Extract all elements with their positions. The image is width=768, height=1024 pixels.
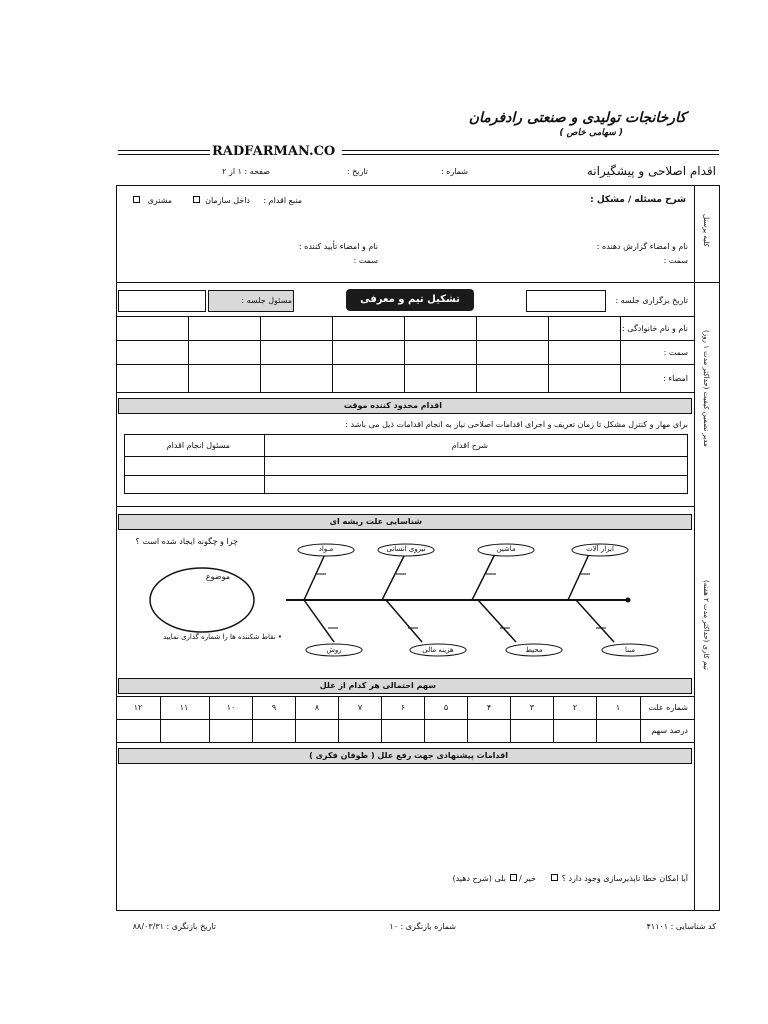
brand-line-right bbox=[342, 150, 719, 155]
temporary-col-owner: مسئول انجام اقدام bbox=[166, 441, 230, 450]
company-name: کارخانجات تولیدی و صنعتی رادفرمان bbox=[468, 110, 686, 126]
problem-title: شرح مسئله / مشکل : bbox=[590, 195, 686, 205]
team-row-label-signature: امضاء : bbox=[663, 374, 688, 383]
shares-grid-top bbox=[116, 696, 694, 697]
shares-grid-col bbox=[338, 696, 339, 742]
reporter-position: سمت : bbox=[663, 256, 688, 265]
shares-grid-col bbox=[510, 696, 511, 742]
cause-number: ۱۰ bbox=[226, 703, 236, 712]
meeting-owner-field[interactable] bbox=[118, 290, 206, 312]
brand-line-left bbox=[118, 150, 210, 155]
rootcause-question: چرا و چگونه ایجاد شده است ؟ bbox=[135, 537, 238, 546]
section-divider-problem bbox=[116, 282, 720, 283]
team-grid-col bbox=[260, 316, 261, 392]
team-grid-row1 bbox=[116, 340, 694, 341]
shares-grid-mid bbox=[116, 719, 694, 720]
mistake-proofing-no-label: خیر / bbox=[518, 874, 536, 883]
footer-revision-number: شماره بازنگری : ۱۰ bbox=[389, 922, 456, 931]
team-grid-row2 bbox=[116, 364, 694, 365]
source-customer-checkbox[interactable] bbox=[133, 196, 140, 203]
side-column-divider bbox=[694, 185, 695, 911]
problem-side-label: کلیه پرسنل bbox=[702, 214, 710, 247]
temporary-table-header-line bbox=[124, 456, 688, 457]
mistake-proofing-yes-checkbox[interactable] bbox=[510, 874, 517, 881]
shares-grid-col bbox=[467, 696, 468, 742]
brand-name: RADFARMAN.CO bbox=[212, 144, 336, 159]
team-grid-col bbox=[404, 316, 405, 392]
fishbone-top-label: نیروی انسانی bbox=[386, 545, 426, 553]
temporary-intro: برای مهار و کنترل مشکل تا زمان تعریف و اجرای اقدامات اصلاحی نیاز به انجام اقدامات ذیل می باشد : bbox=[345, 420, 688, 429]
shares-grid-col bbox=[640, 696, 641, 742]
team-grid-col bbox=[332, 316, 333, 392]
number-label: شماره : bbox=[440, 167, 468, 176]
meeting-date-field[interactable] bbox=[526, 290, 606, 312]
team-row-label-position: سمت : bbox=[663, 348, 688, 357]
shares-grid-col bbox=[424, 696, 425, 742]
cause-number: ۱ bbox=[615, 703, 621, 712]
shares-grid-col bbox=[209, 696, 210, 742]
temporary-table-row-line bbox=[124, 475, 688, 476]
shares-cause-label: شماره علت bbox=[648, 703, 688, 712]
mistake-proofing-yes-label: بلی (شرح دهید) bbox=[452, 874, 506, 883]
company-type: ( سهامی خاص ) bbox=[559, 128, 623, 138]
shares-percent-label: درصد سهم bbox=[651, 726, 688, 735]
fishbone-top-label: ماشین bbox=[496, 545, 516, 553]
temporary-table-col bbox=[264, 434, 265, 494]
footer-revision-date: تاریخ بازنگری : ۸۸/۰۳/۳۱ bbox=[132, 922, 216, 931]
meeting-date-label: تاریخ برگزاری جلسه : bbox=[615, 296, 688, 305]
source-label: منبع اقدام : bbox=[263, 196, 302, 205]
fishbone-top-label: مـواد bbox=[318, 545, 334, 553]
cause-number: ۸ bbox=[314, 703, 320, 712]
shares-grid-col bbox=[252, 696, 253, 742]
team-banner: تشکیل تیم و معرفی اعضاء bbox=[346, 289, 474, 311]
team-grid-top bbox=[116, 316, 694, 317]
team-side-label: مدیر تضمین کیفیت (حداکثر مدت ۱ روز) bbox=[702, 330, 710, 447]
form-title: اقدام اصلاحی و پیشگیرانه bbox=[586, 164, 716, 178]
fishbone-bottom-label: محیط bbox=[525, 646, 543, 654]
page-label: صفحه : ۱ از ۲ bbox=[222, 167, 270, 176]
cause-number: ۳ bbox=[529, 703, 535, 712]
team-grid-col bbox=[620, 316, 621, 392]
temporary-col-desc: شرح اقدام bbox=[451, 441, 488, 450]
date-label: تاریخ : bbox=[346, 167, 368, 176]
mistake-proofing-no-checkbox[interactable] bbox=[551, 874, 558, 881]
shares-grid-col bbox=[381, 696, 382, 742]
approver-position: سمت : bbox=[353, 256, 378, 265]
cause-number: ۹ bbox=[271, 703, 277, 712]
shares-grid-col bbox=[553, 696, 554, 742]
fishbone-top-label: ابزار آلات bbox=[586, 545, 614, 553]
cause-number: ۲ bbox=[572, 703, 578, 712]
fishbone-subject: موضوع bbox=[205, 572, 230, 581]
fishbone-bottom-label: مبنا bbox=[624, 646, 636, 654]
source-customer-label: مشتری bbox=[147, 196, 172, 205]
source-internal-label: داخل سازمان bbox=[205, 196, 250, 205]
fishbone-bottom-label: روش bbox=[326, 646, 342, 654]
cause-number: ۱۲ bbox=[133, 703, 143, 712]
rootcause-banner-title: شناسایی علت ریشه ای bbox=[329, 517, 422, 526]
reporter-label: نام و امضاء گزارش دهنده : bbox=[596, 242, 688, 251]
proposed-text-area[interactable] bbox=[120, 768, 690, 864]
cause-number: ۷ bbox=[357, 703, 363, 712]
cause-number: ۴ bbox=[486, 703, 492, 712]
team-row-label-name: نام و نام خانوادگی : bbox=[622, 324, 688, 333]
fishbone-bottom-label: هزینه مالی bbox=[422, 646, 454, 654]
section-divider-temporary bbox=[116, 506, 694, 507]
approver-label: نام و امضاء تأیید کننده : bbox=[298, 242, 378, 251]
cause-number: ۱۱ bbox=[179, 703, 189, 712]
source-internal-checkbox[interactable] bbox=[193, 196, 200, 203]
team-grid-col bbox=[548, 316, 549, 392]
team-grid-col bbox=[476, 316, 477, 392]
team-grid-col bbox=[188, 316, 189, 392]
fishbone-note: • نقاط شکننده ها را شماره گذاری نمایید bbox=[162, 633, 282, 641]
shares-banner-title: سهم احتمالی هر کدام از علل bbox=[319, 681, 436, 690]
cause-number: ۵ bbox=[443, 703, 449, 712]
temporary-banner-title: اقدام محدود کننده موقت bbox=[343, 401, 442, 410]
meeting-owner-label: مسئول جلسه : bbox=[241, 296, 292, 305]
footer-code: کد شناسایی : ۴۱۱۰۱ bbox=[646, 922, 716, 931]
shares-grid-col bbox=[160, 696, 161, 742]
mistake-proofing-question: آیا امکان خطا ناپذیرسازی وجود دارد ؟ bbox=[561, 874, 688, 883]
shares-grid-col bbox=[295, 696, 296, 742]
team-grid-bottom bbox=[116, 392, 694, 393]
shares-grid-col bbox=[596, 696, 597, 742]
rootcause-side-label: تیم کاری (حداکثر مدت ۲ هفته) bbox=[702, 580, 710, 670]
proposed-banner-title: اقدامات پیشنهادی جهت رفع علل ( طوفان فکری ) bbox=[309, 751, 508, 760]
cause-number: ۶ bbox=[400, 703, 406, 712]
shares-grid-bottom bbox=[116, 742, 694, 743]
